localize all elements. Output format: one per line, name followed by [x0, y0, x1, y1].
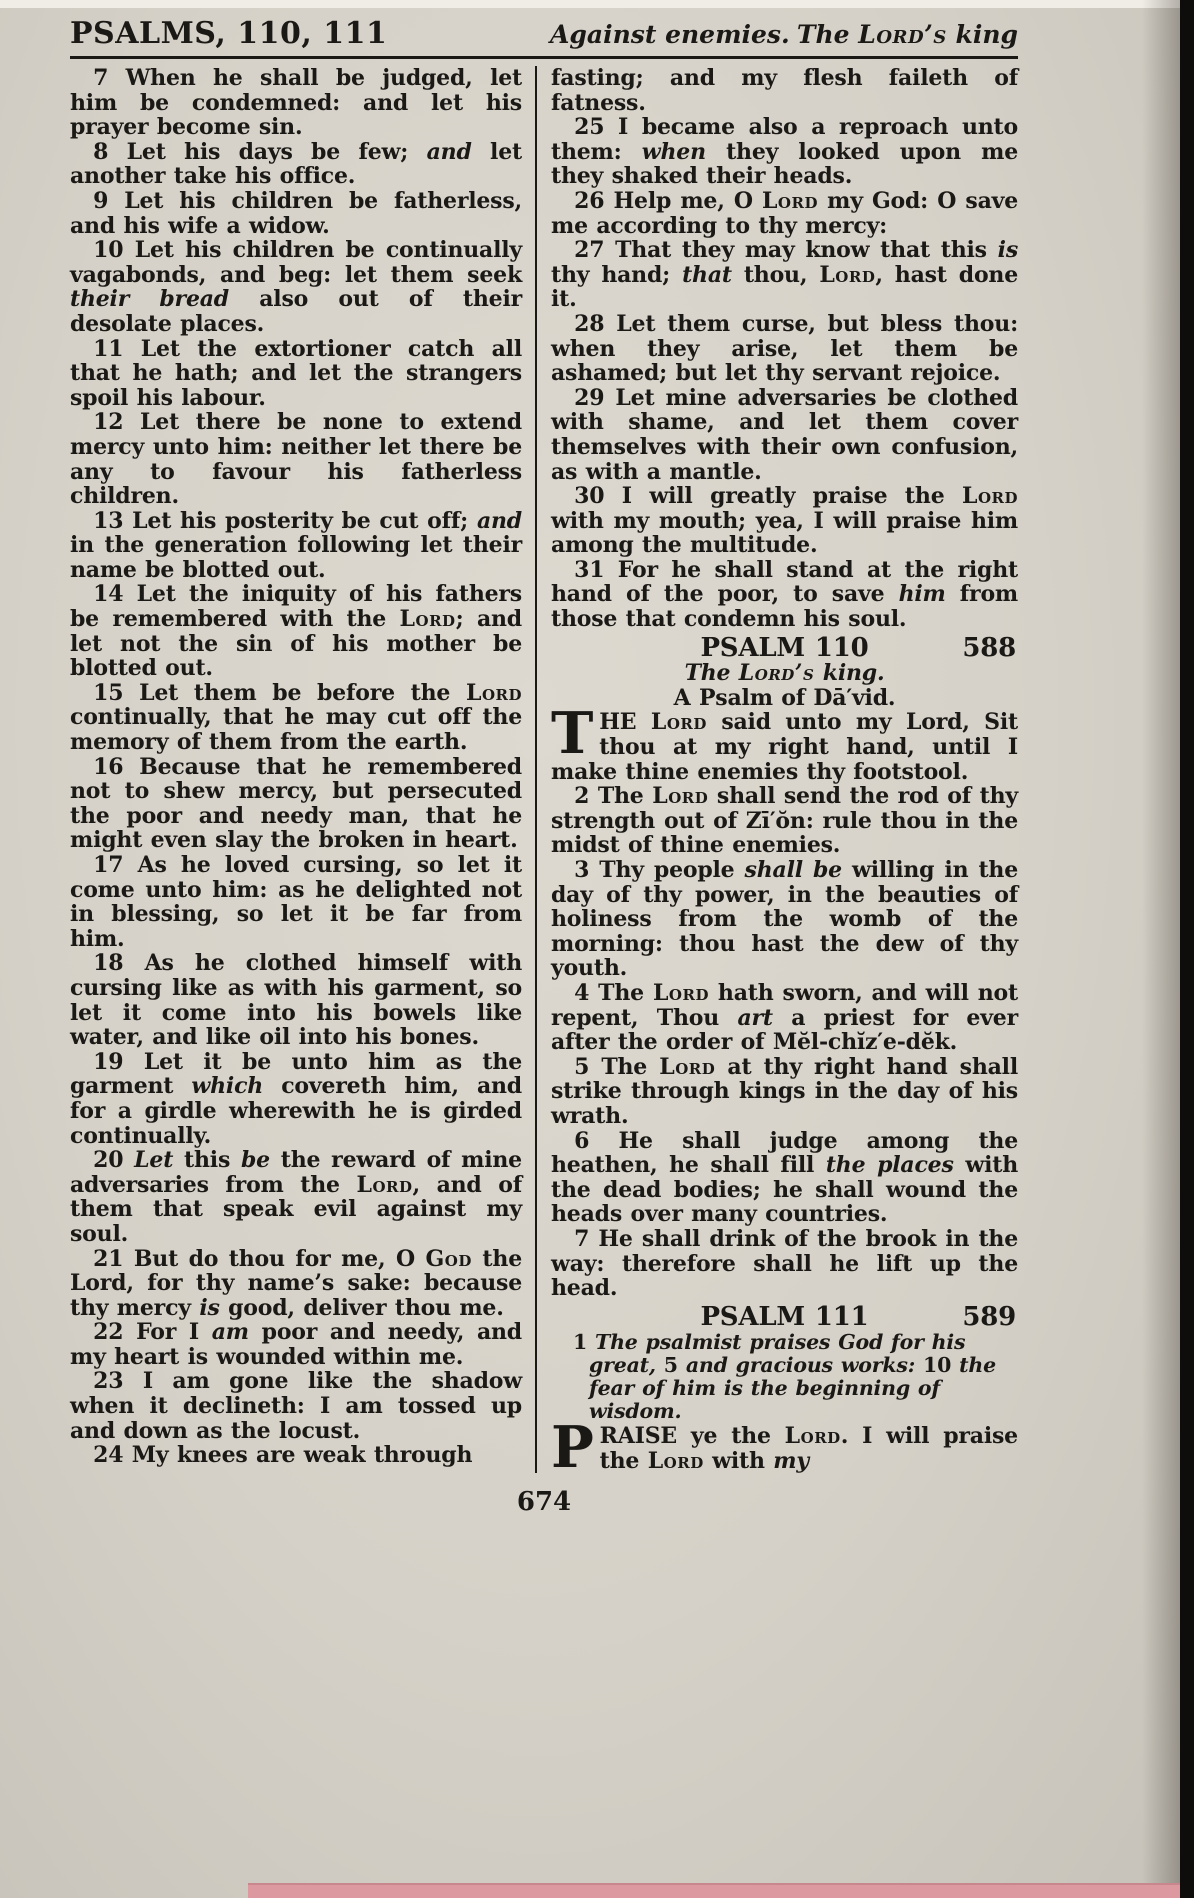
verse-number: 19 — [93, 1048, 124, 1075]
verse-paragraph: 29 Let mine adversaries be clothed with shame, and let them cover themselves with their own confusion, as with a mantle. — [551, 384, 1018, 485]
gutter-shadow — [1142, 0, 1180, 1898]
page-number: 674 — [516, 1487, 572, 1518]
verse-paragraph: 4 The Lord hath sworn, and will not repent, Thou art a priest for ever after the order of Mĕl-chĭz′e-dĕk. — [551, 979, 1018, 1056]
verse-number: 7 — [574, 1225, 590, 1252]
verse-number: 26 — [574, 187, 605, 214]
running-header — [70, 16, 1018, 59]
verse-paragraph: 24 My knees are weak through — [93, 1442, 473, 1469]
page-title: PSALMS, 110, 111 — [70, 16, 388, 51]
psalm-subtitle: The Lord’s king. — [684, 660, 885, 687]
verse-paragraph: 6 He shall judge among the heathen, he shall fill the places with the dead bodies; he shall wound the heads over many countries. — [551, 1127, 1018, 1228]
verse-paragraph: 30 I will greatly praise the Lord with my mouth; yea, I will praise him among the multitude. — [551, 483, 1018, 559]
verse-paragraph: 3 Thy people shall be willing in the day of thy power, in the beauties of holiness from the womb of the morning: thou hast the dew of thy youth. — [551, 857, 1018, 982]
psalm-title: PSALM 111 — [700, 1301, 869, 1332]
verse-paragraph: 8 Let his days be few; and let another take his office. — [70, 138, 522, 190]
verse-paragraph: 16 Because that he remembered not to shew mercy, but persecuted the poor and needy man, that he might even slay the broken in heart. — [70, 753, 522, 854]
verse-number: 12 — [93, 409, 124, 436]
page-top-edge — [0, 0, 1194, 8]
page-edge-pink-strip — [248, 1883, 1194, 1898]
verse-paragraph: THE Lord said unto my Lord, Sit thou at my right hand, until I make thine enemies thy footstool. — [551, 700, 1018, 785]
verse-paragraph: 10 Let his children be continually vagabonds, and beg: let them seek their bread also out of their desolate places. — [70, 237, 523, 337]
column-right — [535, 65, 1019, 1482]
verse-number: 24 — [93, 1442, 124, 1469]
verse-number: 14 — [93, 581, 124, 608]
verse-number: 5 — [574, 1053, 590, 1080]
verse-number: 18 — [93, 950, 124, 977]
verse-number: 22 — [93, 1319, 124, 1346]
verse-number: 1 — [573, 1330, 588, 1355]
verse-paragraph: 13 Let his posterity be cut off; and in the generation following let their name be blotted out. — [70, 507, 522, 583]
verse-paragraph: 27 That they may know that this is thy hand; that thou, Lord, hast done it. — [551, 237, 1019, 313]
verse-number: 16 — [93, 753, 124, 780]
verse-number: 25 — [574, 114, 605, 141]
verse-paragraph: 9 Let his children be fatherless, and his wife a widow. — [70, 187, 522, 239]
verse-paragraph: 15 Let them be before the Lord continually, that he may cut off the memory of them from the earth. — [70, 679, 522, 756]
verse-number: 10 — [93, 237, 124, 264]
verse-paragraph: 31 For he shall stand at the right hand of the poor, to save him from those that condemn his soul. — [551, 556, 1019, 633]
column-left — [70, 66, 522, 1473]
verse-number: 9 — [93, 187, 109, 214]
header-caption-left: Against enemies. — [550, 20, 790, 49]
verse-paragraph: 7 When he shall be judged, let him be condemned: and let his prayer become sin. — [70, 65, 522, 141]
verse-number: 17 — [93, 852, 124, 878]
verse-number: 30 — [574, 483, 605, 510]
verse-number: 28 — [574, 310, 605, 337]
psalm-ref-number: 589 — [962, 1301, 1016, 1332]
verse-continuation: fasting; and my flesh faileth of fatness. — [551, 65, 1018, 116]
verse-number: 31 — [574, 556, 605, 583]
drop-cap: T — [551, 700, 594, 768]
header-captions — [522, 20, 1018, 49]
header-caption-right: The Lord’s king — [796, 20, 1018, 49]
page-content — [70, 16, 1018, 1517]
verse-paragraph: 18 As he clothed himself with cursing like as with his garment, so let it come into his bowels like water, and like oil into his bones. — [70, 950, 522, 1051]
verse-paragraph: 11 Let the extortioner catch all that he hath; and let the strangers spoil his labour. — [70, 335, 522, 411]
verse-number: 11 — [93, 335, 124, 362]
psalm-heading — [551, 632, 1018, 663]
verse-number: 8 — [93, 138, 109, 165]
verse-number: 27 — [574, 237, 605, 264]
drop-cap: P — [551, 1414, 594, 1482]
book-edge-strip — [1180, 0, 1194, 1898]
verse-paragraph: 14 Let the iniquity of his fathers be remembered with the Lord; and let not the sin of his mother be blotted out. — [70, 581, 522, 682]
verse-paragraph: 28 Let them curse, but bless thou: when they arise, let them be ashamed; but let thy servant rejoice. — [551, 310, 1018, 387]
verse-paragraph: 17 As he loved cursing, so let it come unto him: as he delighted not in blessing, so let it be far from him. — [70, 852, 522, 952]
psalm-ref-number: 588 — [962, 632, 1016, 663]
verse-paragraph: 26 Help me, O Lord my God: O save me according to thy mercy: — [551, 187, 1018, 239]
verse-number: 23 — [93, 1368, 124, 1395]
verse-paragraph: 12 Let there be none to extend mercy unto him: neither let there be any to favour his fatherless children. — [70, 409, 522, 510]
verse-number: 29 — [574, 384, 605, 411]
verse-number: 13 — [93, 507, 124, 534]
verse-number: 20 — [93, 1147, 124, 1174]
verse-number: 2 — [574, 783, 590, 810]
verse-number: 7 — [93, 65, 109, 91]
verse-paragraph: 20 Let this be the reward of mine adversaries from the Lord, and of them that speak evil against my soul. — [70, 1147, 522, 1247]
verse-paragraph: PRAISE ye the Lord. I will praise the Lord with my — [551, 1414, 1018, 1482]
verse-paragraph: 19 Let it be unto him as the garment which covereth him, and for a girdle wherewith he is girded continually. — [70, 1048, 522, 1149]
psalm-attribution: A Psalm of Dā′vid. — [673, 684, 896, 711]
verse-paragraph: 23 I am gone like the shadow when it declineth: I am tossed up and down as the locust. — [70, 1368, 522, 1444]
verse-paragraph: 21 But do thou for me, O God the Lord, for thy name’s sake: because thy mercy is good, deliver thou me. — [70, 1245, 522, 1321]
verse-number: 3 — [574, 857, 590, 883]
verse-number: 4 — [574, 979, 590, 1006]
verse-paragraph: 5 The Lord at thy right hand shall strike through kings in the day of his wrath. — [551, 1053, 1018, 1129]
verse-number: 21 — [93, 1245, 124, 1272]
text-columns — [70, 65, 1019, 1482]
verse-paragraph: 22 For I am poor and needy, and my heart is wounded within me. — [70, 1319, 522, 1370]
footer — [70, 1487, 1018, 1517]
verse-paragraph: 25 I became also a reproach unto them: when they looked upon me they shaked their heads. — [551, 114, 1019, 190]
verse-number: 15 — [93, 679, 124, 706]
verse-number: 6 — [574, 1127, 590, 1154]
psalm-title: PSALM 110 — [700, 632, 869, 663]
verse-paragraph: 2 The Lord shall send the rod of thy strength out of Zī′ŏn: rule thou in the midst of thine enemies. — [551, 783, 1019, 859]
psalm-heading — [551, 1301, 1018, 1332]
chapter-summary: 1 The psalmist praises God for his great, 5 and gracious works: 10 the fear of him is the beginning of wisdom. — [573, 1330, 996, 1424]
verse-paragraph: 7 He shall drink of the brook in the way: therefore shall he lift up the head. — [551, 1225, 1018, 1302]
